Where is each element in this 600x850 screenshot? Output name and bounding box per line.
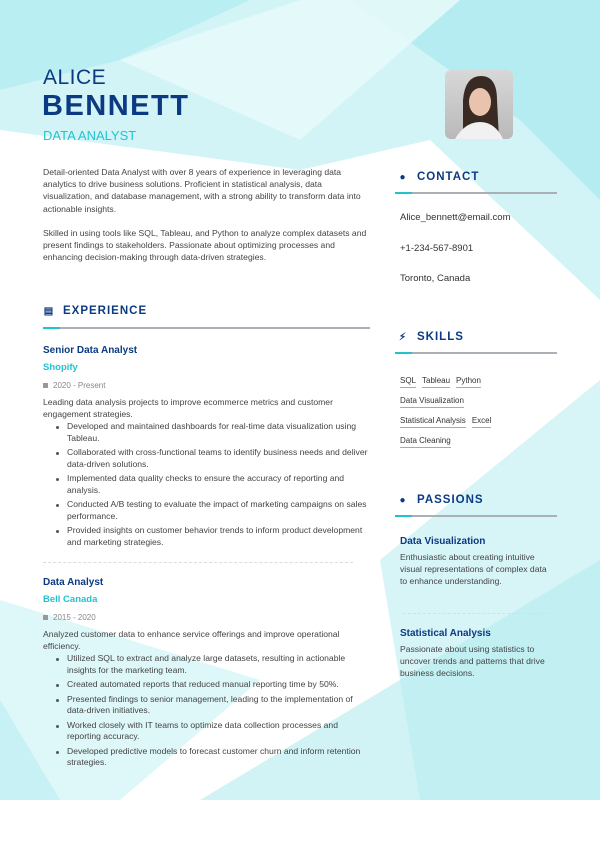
briefcase-icon: ▤ [43, 305, 55, 317]
job-bullet: Worked closely with IT teams to optimize data collection processes and reporting accuracy. [55, 720, 370, 743]
contact-heading [395, 171, 557, 183]
skill-tag: Excel [472, 416, 492, 428]
contact-location: Toronto, Canada [400, 273, 471, 284]
skill-tag: Statistical Analysis [400, 416, 466, 428]
passions-section [395, 494, 557, 517]
job-bullet: Collaborated with cross-functional teams to identify business needs and deliver data-driven solutions. [55, 447, 370, 470]
profile-photo [445, 70, 513, 139]
skill-row [400, 436, 560, 448]
calendar-icon [43, 615, 48, 620]
calendar-icon [43, 383, 48, 388]
job-bullets [55, 421, 370, 548]
experience-heading [43, 305, 370, 317]
job-title: Data Analyst [43, 577, 104, 588]
job-description: Analyzed customer data to enhance service offerings and improve operational efficiency. [43, 629, 340, 651]
passions-title: PASSIONS [417, 494, 484, 506]
job-divider [43, 562, 353, 563]
summary [43, 166, 373, 275]
skills-section [395, 331, 557, 354]
lightning-icon: ⚡︎ [398, 331, 408, 343]
user-icon: ● [399, 171, 407, 183]
skill-row [400, 396, 560, 408]
skill-tag: SQL [400, 376, 416, 388]
passion-item [400, 536, 555, 587]
skill-tag: Python [456, 376, 481, 388]
section-divider [395, 352, 557, 354]
passion-divider [403, 613, 550, 614]
first-name: ALICE [43, 66, 107, 89]
company-name: Bell Canada [43, 594, 98, 605]
skills-title: SKILLS [417, 331, 464, 343]
skills-heading [395, 331, 557, 343]
section-divider [395, 192, 557, 194]
job-title: Senior Data Analyst [43, 345, 138, 356]
job-dates [43, 613, 370, 622]
passions-heading [395, 494, 557, 506]
skill-tags [400, 376, 560, 456]
job-entry [43, 345, 370, 548]
lightbulb-icon: ● [399, 494, 407, 506]
skill-row [400, 376, 560, 388]
job-bullet: Presented findings to senior management, leading to the implementation of data-driven initiatives. [55, 694, 370, 717]
contact-phone: +1-234-567-8901 [400, 243, 474, 254]
job-role: DATA ANALYST [43, 128, 137, 143]
experience-title: EXPERIENCE [63, 305, 148, 317]
job-bullet: Created automated reports that reduced manual reporting time by 50%. [55, 679, 370, 691]
job-description: Leading data analysis projects to improve ecommerce metrics and customer engagement strategies. [43, 397, 333, 419]
contact-title: CONTACT [417, 171, 480, 183]
job-bullet: Utilized SQL to extract and analyze large datasets, resulting in actionable insights for the marketing team. [55, 653, 370, 676]
date-range: 2015 - 2020 [53, 613, 96, 622]
job-bullet: Conducted A/B testing to evaluate the impact of marketing campaigns on sales performance. [55, 499, 370, 522]
skill-tag: Data Visualization [400, 396, 464, 408]
date-range: 2020 - Present [53, 381, 106, 390]
summary-paragraph: Detail-oriented Data Analyst with over 8 years of experience in leveraging data analytics to drive business solutions. Proficient in statistical analysis, data visualization, and database management, with a strong ability to transform data into actionable insights. [43, 167, 361, 214]
passion-title: Data Visualization [400, 536, 486, 547]
job-bullet: Developed predictive models to forecast customer churn and inform retention strategies. [55, 746, 370, 769]
summary-paragraph: Skilled in using tools like SQL, Tableau, and Python to analyze complex datasets and present findings to stakeholders. Passionate about optimizing processes and enhancing decision-making through data-driven strategies. [43, 227, 367, 263]
company-name: Shopify [43, 362, 78, 373]
job-bullet: Provided insights on customer behavior trends to inform product development and marketing strategies. [55, 525, 370, 548]
experience-section [43, 305, 370, 772]
last-name: BENNETT [42, 90, 190, 122]
skill-tag: Tableau [422, 376, 450, 388]
passion-title: Statistical Analysis [400, 628, 491, 639]
job-entry [43, 562, 370, 769]
job-dates [43, 381, 370, 390]
contact-email[interactable]: Alice_bennett@email.com [400, 212, 511, 223]
section-divider [43, 327, 370, 329]
job-bullet: Developed and maintained dashboards for real-time data visualization using Tableau. [55, 421, 370, 444]
job-bullets [55, 653, 370, 769]
job-bullet: Implemented data quality checks to ensure the accuracy of reporting and analysis. [55, 473, 370, 496]
skill-tag: Data Cleaning [400, 436, 451, 448]
passion-description: Enthusiastic about creating intuitive visual representations of complex data to enhance understanding. [400, 552, 547, 586]
skill-row [400, 416, 560, 428]
passion-item [400, 628, 555, 679]
contact-section [395, 171, 557, 194]
passion-description: Passionate about using statistics to uncover trends and patterns that drive business decisions. [400, 644, 545, 678]
section-divider [395, 515, 557, 517]
